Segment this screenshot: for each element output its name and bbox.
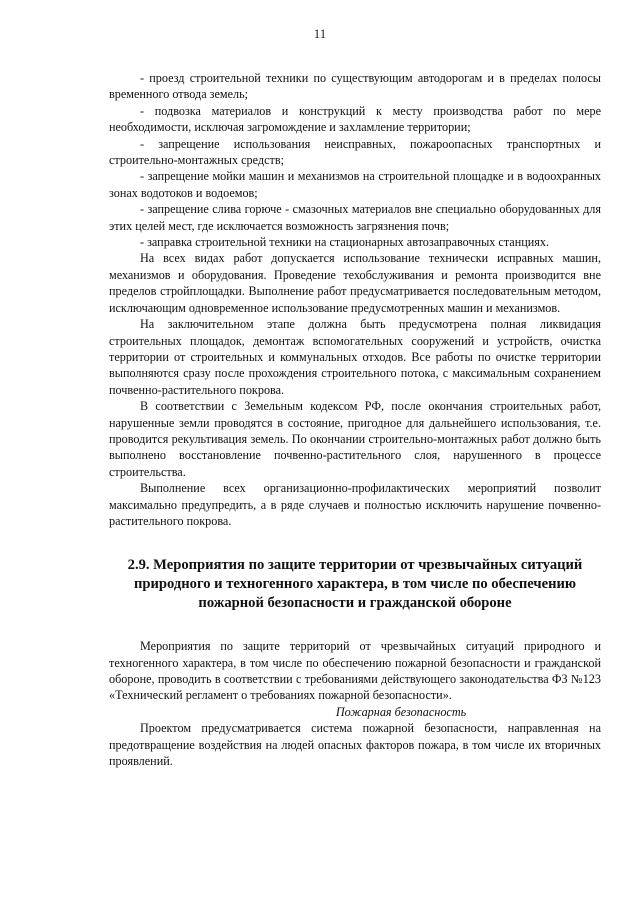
section-subheading: Пожарная безопасность (335, 704, 467, 719)
paragraph-land-code: В соответствии с Земельным кодексом РФ, после окончания строительных работ, нарушенные земли проводятся в состояние, пригодное для дальнейшего использования, т.е. проводится рекультивация земель. По окончании строительно-монтажных работ должно быть выполнено восстановление почвенно-растительного слоя, нарушенного в процессе строительства. (109, 399, 601, 479)
paragraph-final-stage: На заключительном этапе должна быть предусмотрена полная ликвидация строительных площадок, демонтаж вспомогательных сооружений и устройств, очистка территории от строительных и коммунальных отходов. Все работы по очистке территории выполняются сразу после прохождения строительного потока, с максимальным сохранением почвенно-растительного покрова. (109, 317, 601, 397)
list-item: - подвозка материалов и конструкций к месту производства работ по мере необходимости, исключая загромождение и захламление территории; (109, 103, 601, 135)
document-body (109, 70, 601, 769)
paragraph-equipment: На всех видах работ допускается использование технически исправных машин, механизмов и оборудования. Проведение техобслуживания и ремонта производится вне пределов стройплощадки. Выполнение работ предусматривается последовательным методом, исключающим одновременное использование предусмотренных машин и механизмов. (109, 251, 601, 315)
list-item: - запрещение мойки машин и механизмов на строительной площадке и в водоохранных зонах водотоков и водоемов; (109, 169, 601, 200)
section-text: Проектом предусматривается система пожарной безопасности, направленная на предотвращение воздействия на людей опасных факторов пожара, в том числе их вторичных проявлений. (109, 721, 601, 768)
list-item: - запрещение использования неисправных, пожароопасных транспортных и строительно-монтажных средств; (109, 136, 601, 168)
section-intro: Мероприятия по защите территорий от чрезвычайных ситуаций природного и техногенного характера, в том числе по обеспечению пожарной безопасности и гражданской обороне, проводить в соответствии с требованиями действующего законодательства ФЗ №123 «Технический регламент о требованиях пожарной безопасности». (109, 639, 601, 703)
page-number: 11 (313, 26, 327, 41)
list-item: - проезд строительной техники по существующим автодорогам и в пределах полосы временного отвода земель; (109, 71, 601, 102)
list-item: - запрещение слива горюче - смазочных материалов вне специально оборудованных для этих целей мест, где исключается возможность загрязнения почв; (109, 202, 601, 233)
list-item: - заправка строительной техники на стационарных автозаправочных станциях. (140, 235, 550, 250)
section-heading: 2.9. Мероприятия по защите территории от чрезвычайных ситуаций природного и техногенного характера, в том числе по обеспечению пожарной безопасности и гражданской обороне (127, 557, 583, 611)
paragraph-measures: Выполнение всех организационно-профилактических мероприятий позволит максимально предупредить, а в ряде случаев и полностью исключить нарушение почвенно-растительного покрова. (109, 481, 601, 528)
